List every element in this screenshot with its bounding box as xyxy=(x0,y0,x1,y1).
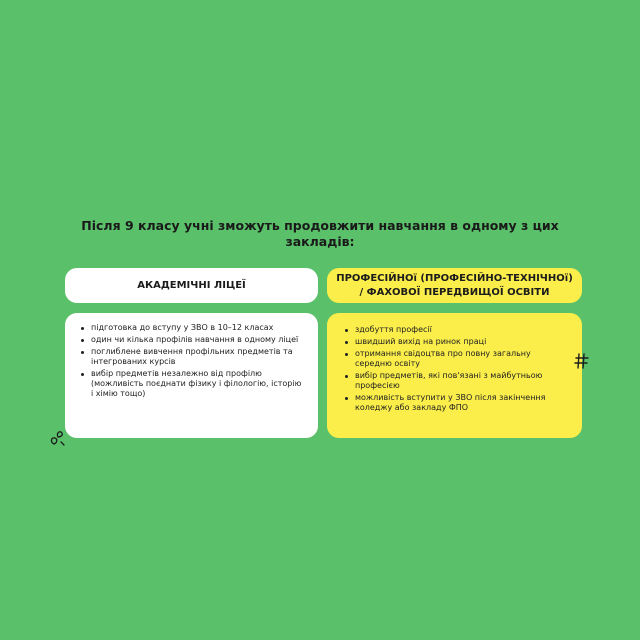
page-title: Після 9 класу учні зможуть продовжити навчання в одному з цих закладів: xyxy=(81,218,559,249)
list-item: вибір предметів, які пов'язані з майбутньою професією xyxy=(345,371,570,391)
academic-lyceum-list xyxy=(81,323,306,399)
academic-lyceum-card xyxy=(65,313,318,438)
list-item: здобуття професії xyxy=(345,325,570,335)
vocational-education-title: ПРОФЕСІЙНОї (ПРОФЕСІЙНО-ТЕХНІЧНОї) / ФАХОВОЇ ПЕРЕДВИЩОЇ ОСВІТИ xyxy=(336,272,573,298)
list-item: поглиблене вивчення профільних предметів та інтегрованих курсів xyxy=(81,347,306,367)
list-item: швидший вихід на ринок праці xyxy=(345,337,570,347)
academic-lyceum-title: АКАДЕМІЧНІ ЛІЦЕЇ xyxy=(137,279,246,291)
hash-icon xyxy=(574,352,590,370)
squiggle-icon xyxy=(48,426,68,448)
vocational-education-card xyxy=(327,313,582,438)
vocational-education-list xyxy=(345,325,570,413)
list-item: можливість вступити у ЗВО після закінчення коледжу або закладу ФПО xyxy=(345,393,570,413)
list-item: отримання свідоцтва про повну загальну середню освіту xyxy=(345,349,570,369)
list-item: підготовка до вступу у ЗВО в 10–12 класах xyxy=(81,323,306,333)
list-item: вибір предметів незалежно від профілю (можливість поєднати фізику і філологію, історію і хімію тощо) xyxy=(81,369,306,399)
academic-lyceum-header xyxy=(65,268,318,303)
list-item: один чи кілька профілів навчання в одному ліцеї xyxy=(81,335,306,345)
vocational-education-header xyxy=(327,268,582,303)
